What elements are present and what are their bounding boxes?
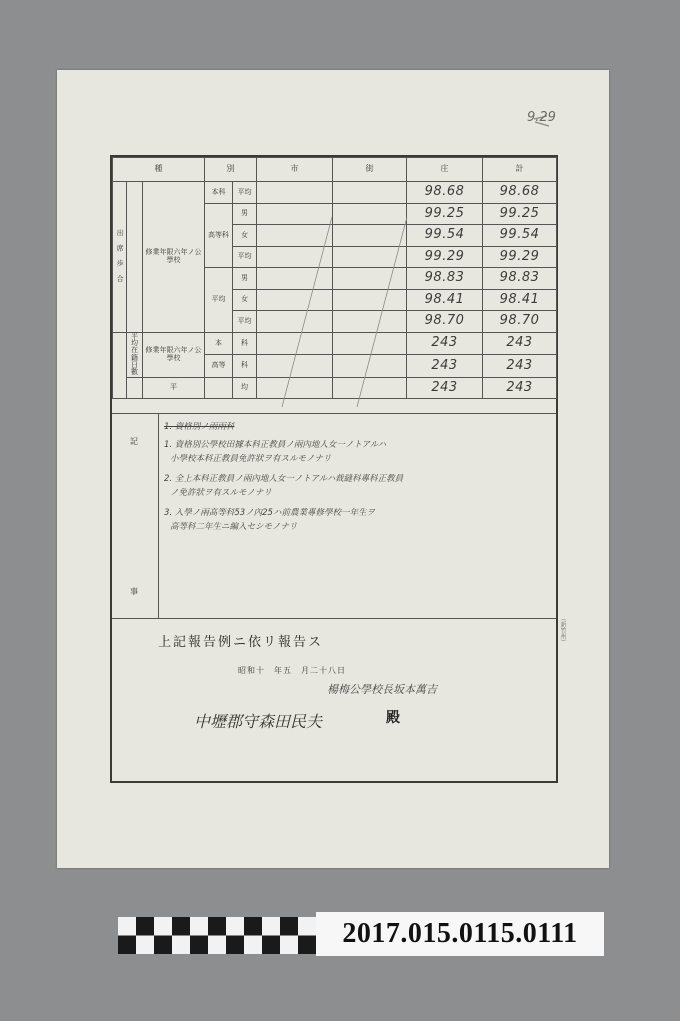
zhuang-value: 243 (407, 355, 483, 378)
row-class: 本 (205, 332, 233, 355)
honorific: 殿 (386, 710, 400, 726)
remark-line: ノ免許狀ヲ有スルモノナリ (170, 488, 272, 498)
row-class: 平均 (205, 268, 233, 333)
total-value: 243 (483, 377, 557, 399)
row-sub: 科 (233, 355, 257, 378)
zhuang-value: 99.29 (407, 246, 483, 268)
label-attendance: 出 席 歩 合 (113, 182, 127, 333)
total-value: 99.29 (483, 246, 557, 268)
row-sub: 男 (233, 268, 257, 290)
table-header-row (113, 158, 557, 182)
report-statement: 上記報告例ニ依リ報告ス (158, 635, 324, 650)
row-class: 本科 (205, 182, 233, 204)
addressee: 中壢郡守森田民夫 (194, 712, 323, 731)
remark-line: 3. 入學ノ兩高等科53ノ內25ハ前農業專修學校一年生ヲ (164, 508, 375, 518)
zhuang-value: 98.41 (407, 289, 483, 311)
color-checker-strip (118, 917, 316, 954)
row-sub: 平均 (233, 246, 257, 268)
remark-line: 小學校本科正教員免許狀ヲ有スルモノナリ (170, 454, 332, 464)
remark-line: 1. 資格別公學校田據本科正教員ノ兩內地人女一ノトアルハ (164, 440, 387, 450)
side-stamp: （新竹州） (559, 615, 566, 645)
report-frame (110, 155, 558, 783)
header-street: 街 (333, 158, 407, 182)
row-class: 高等 (205, 355, 233, 378)
zhuang-value: 98.68 (407, 182, 483, 204)
zhuang-value: 99.25 (407, 203, 483, 225)
school-principal-signature: 楊梅公學校長坂本萬吉 (327, 683, 437, 696)
zhuang-value: 98.83 (407, 268, 483, 290)
label-six-year-school: 修業年限六年ノ公學校 (143, 182, 205, 333)
row-sub: 女 (233, 289, 257, 311)
row-class: 平 (143, 377, 205, 399)
label-school-days: 平均在籍日數 (127, 332, 143, 377)
remark-line: 1. 資格別ノ兩兩科 (164, 422, 235, 432)
zhuang-value: 98.70 (407, 311, 483, 333)
header-city: 市 (257, 158, 333, 182)
row-sub: 科 (233, 332, 257, 355)
total-value: 98.70 (483, 311, 557, 333)
row-sub: 平均 (233, 311, 257, 333)
row-sub: 平均 (233, 182, 257, 204)
document-sheet (57, 70, 609, 868)
remarks-section (112, 413, 556, 619)
total-value: 243 (483, 332, 557, 355)
accession-number: 2017.015.0115.0111 (316, 912, 604, 956)
total-value: 98.83 (483, 268, 557, 290)
total-value: 98.41 (483, 289, 557, 311)
row-sub: 均 (233, 377, 257, 399)
report-date: 昭和十 年五 月二十八日 (238, 666, 346, 675)
label-six-year-school-2: 修業年限六年ノ公學校 (143, 332, 205, 377)
remark-line: 高等科二年生ニ編入セシモノナリ (170, 522, 298, 532)
header-total: 計 (483, 158, 557, 182)
remarks-label-top: 記 (130, 437, 138, 446)
row-sub: 女 (233, 225, 257, 247)
zhuang-value: 243 (407, 377, 483, 399)
zhuang-value: 243 (407, 332, 483, 355)
remarks-label-column (112, 414, 159, 618)
header-class: 別 (205, 158, 257, 182)
header-kind: 種 (113, 158, 205, 182)
total-value: 98.68 (483, 182, 557, 204)
row-sub: 男 (233, 203, 257, 225)
pencil-note: 9.29 (527, 110, 556, 125)
zhuang-value: 99.54 (407, 225, 483, 247)
header-zhuang: 庄 (407, 158, 483, 182)
cancel-line-icon (262, 187, 412, 412)
remarks-label-bottom: 事 (130, 587, 138, 596)
total-value: 99.25 (483, 203, 557, 225)
remark-line: 2. 全上本科正教員ノ兩內地人女一ノトアルハ裁縫科專科正教員 (164, 474, 404, 484)
total-value: 99.54 (483, 225, 557, 247)
row-class: 高等科 (205, 203, 233, 268)
total-value: 243 (483, 355, 557, 378)
